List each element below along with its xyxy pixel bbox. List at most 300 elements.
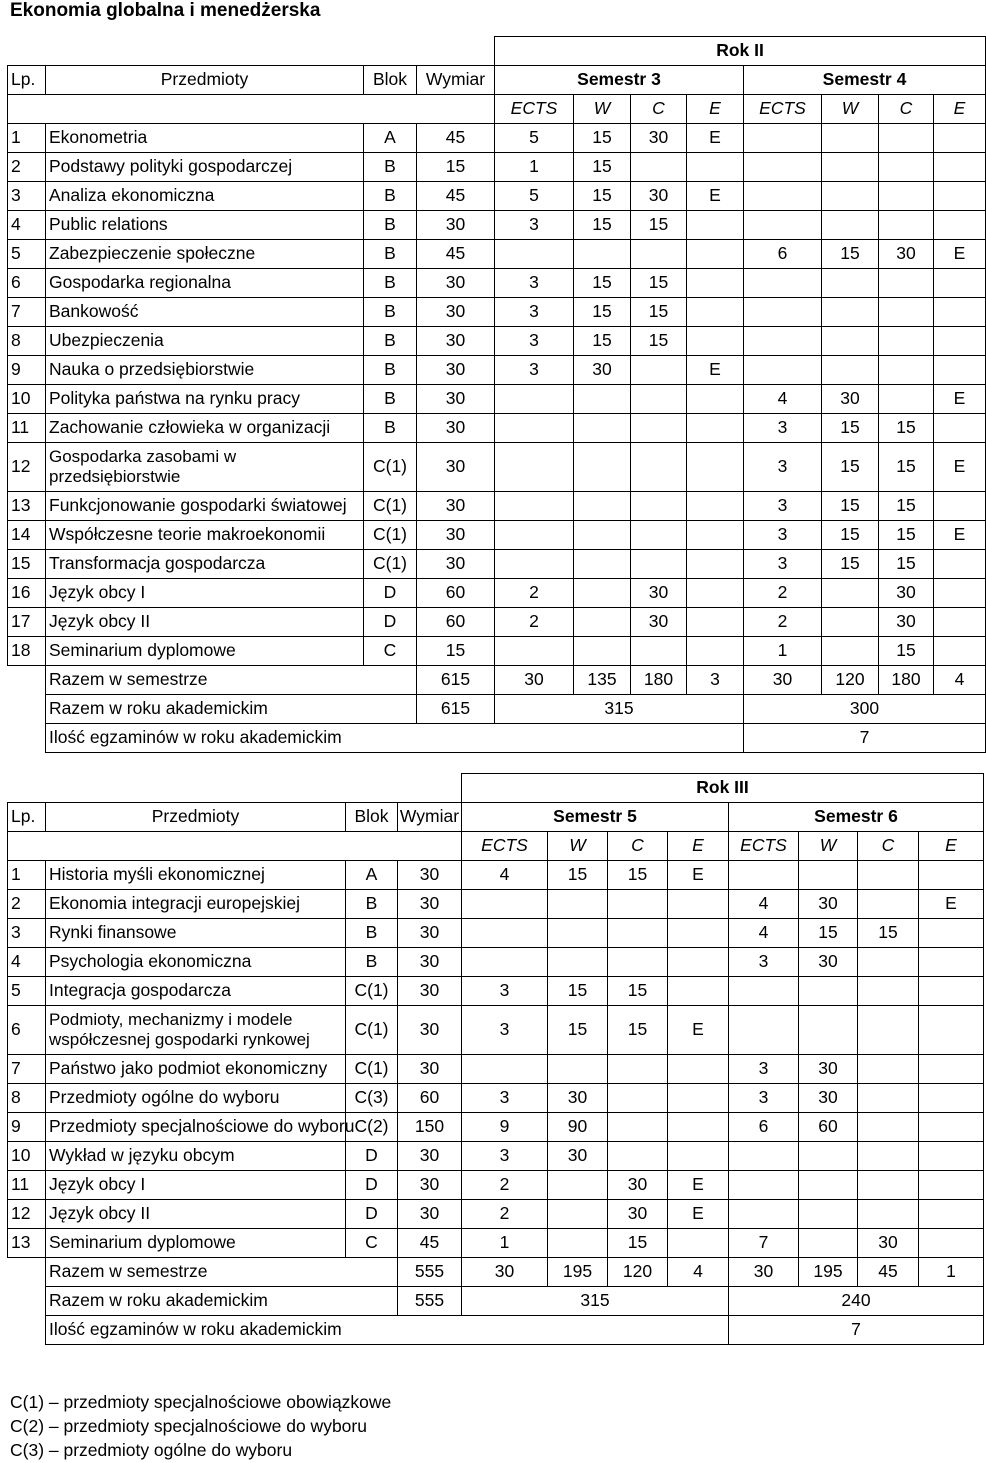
row-wymiar: 30	[398, 1200, 462, 1229]
row-value: 30	[879, 240, 934, 269]
row-value: 30	[631, 579, 687, 608]
row-lp: 15	[8, 550, 46, 579]
row-value	[822, 269, 879, 298]
summary-wymiar: 615	[417, 695, 495, 724]
row-lp: 14	[8, 521, 46, 550]
row-value	[631, 414, 687, 443]
row-subject: Język obcy II	[46, 1200, 346, 1229]
row-value	[574, 443, 631, 492]
row-value: E	[934, 443, 986, 492]
row-blok: C(1)	[346, 1006, 398, 1055]
row-value	[858, 977, 919, 1006]
row-value: E	[668, 1171, 729, 1200]
row-blok: D	[364, 608, 417, 637]
row-value	[729, 1006, 799, 1055]
row-lp: 16	[8, 579, 46, 608]
row-value	[919, 977, 984, 1006]
row-value	[919, 1055, 984, 1084]
table-row	[8, 182, 986, 211]
summary-value: 4	[668, 1258, 729, 1287]
row-value: 15	[822, 521, 879, 550]
row-value: 15	[608, 977, 668, 1006]
summary-value: 30	[744, 666, 822, 695]
row-blok: B	[364, 414, 417, 443]
row-value: 4	[744, 385, 822, 414]
row-subject: Państwo jako podmiot ekonomiczny	[46, 1055, 346, 1084]
year-heading: Rok II	[495, 37, 986, 66]
row-lp: 3	[8, 919, 46, 948]
row-value	[934, 492, 986, 521]
summary-wymiar: 555	[398, 1287, 462, 1316]
row-value	[822, 124, 879, 153]
row-value: 1	[495, 153, 574, 182]
summary-value: 135	[574, 666, 631, 695]
summary-value: 30	[729, 1258, 799, 1287]
row-value: 6	[729, 1113, 799, 1142]
row-subject: Seminarium dyplomowe	[46, 637, 364, 666]
row-blok: B	[364, 385, 417, 414]
row-value	[822, 327, 879, 356]
row-subject: Zachowanie człowieka w organizacji	[46, 414, 364, 443]
row-lp: 7	[8, 298, 46, 327]
header-przedmioty: Przedmioty	[46, 803, 346, 832]
row-value	[462, 890, 548, 919]
row-wymiar: 60	[417, 608, 495, 637]
row-value	[495, 240, 574, 269]
row-subject: Wykład w języku obcym	[46, 1142, 346, 1171]
summary-row-semester	[8, 666, 986, 695]
row-wymiar: 30	[417, 414, 495, 443]
row-value	[858, 1113, 919, 1142]
table-row	[8, 1084, 984, 1113]
row-value	[919, 919, 984, 948]
summary-row-semester	[8, 1258, 984, 1287]
table-row	[8, 443, 986, 492]
header-semester: Semestr 3	[495, 66, 744, 95]
row-subject: Seminarium dyplomowe	[46, 1229, 346, 1258]
row-value	[668, 1229, 729, 1258]
row-value	[668, 890, 729, 919]
row-subject: Funkcjonowanie gospodarki światowej	[46, 492, 364, 521]
row-wymiar: 30	[398, 919, 462, 948]
table-row	[8, 211, 986, 240]
table-row	[8, 861, 984, 890]
row-value	[799, 861, 858, 890]
table-row	[8, 890, 984, 919]
row-value	[799, 1171, 858, 1200]
row-subject: Ekonomia integracji europejskiej	[46, 890, 346, 919]
row-blok: C(1)	[364, 521, 417, 550]
row-lp: 12	[8, 1200, 46, 1229]
summary-value: 7	[729, 1316, 984, 1345]
row-value	[919, 1084, 984, 1113]
header-sub: ECTS	[744, 95, 822, 124]
row-value	[744, 269, 822, 298]
row-value	[858, 861, 919, 890]
table-row	[8, 298, 986, 327]
row-value: 3	[495, 211, 574, 240]
header-semester: Semestr 6	[729, 803, 984, 832]
header-sub: C	[879, 95, 934, 124]
row-lp: 7	[8, 1055, 46, 1084]
row-blok: C(1)	[346, 977, 398, 1006]
row-lp: 9	[8, 356, 46, 385]
header-semester: Semestr 4	[744, 66, 986, 95]
summary-value: 45	[858, 1258, 919, 1287]
summary-label: Razem w roku akademickim	[46, 1287, 398, 1316]
row-blok: C(2)	[346, 1113, 398, 1142]
table-row	[8, 637, 986, 666]
row-wymiar: 30	[417, 356, 495, 385]
row-value	[934, 153, 986, 182]
summary-value: 180	[879, 666, 934, 695]
row-value	[495, 521, 574, 550]
header-sub: W	[574, 95, 631, 124]
row-lp: 1	[8, 861, 46, 890]
row-wymiar: 30	[398, 861, 462, 890]
row-value	[548, 1229, 608, 1258]
row-blok: B	[364, 327, 417, 356]
row-lp: 8	[8, 1084, 46, 1113]
blank	[8, 695, 46, 724]
row-value: 30	[879, 608, 934, 637]
header-sub: ECTS	[462, 832, 548, 861]
header-blok: Blok	[346, 803, 398, 832]
row-value	[687, 211, 744, 240]
row-value: 30	[799, 948, 858, 977]
row-subject: Nauka o przedsiębiorstwie	[46, 356, 364, 385]
row-value: E	[687, 356, 744, 385]
row-wymiar: 30	[417, 521, 495, 550]
row-value	[879, 298, 934, 327]
row-value: 30	[608, 1171, 668, 1200]
row-subject: Gospodarka zasobami w przedsiębiorstwie	[46, 443, 364, 492]
row-wymiar: 30	[417, 298, 495, 327]
row-subject: Rynki finansowe	[46, 919, 346, 948]
row-value: 3	[462, 1084, 548, 1113]
row-value	[934, 182, 986, 211]
row-value: 15	[574, 298, 631, 327]
summary-label: Ilość egzaminów w roku akademickim	[46, 1316, 729, 1345]
row-value: 30	[858, 1229, 919, 1258]
row-value	[608, 1142, 668, 1171]
row-value	[919, 948, 984, 977]
blank	[8, 1316, 46, 1345]
row-value: 3	[729, 1084, 799, 1113]
row-value: 90	[548, 1113, 608, 1142]
row-value: 3	[729, 948, 799, 977]
row-value	[919, 1142, 984, 1171]
row-wymiar: 30	[417, 492, 495, 521]
row-subject: Public relations	[46, 211, 364, 240]
row-subject: Polityka państwa na rynku pracy	[46, 385, 364, 414]
row-value	[462, 1055, 548, 1084]
row-value	[668, 948, 729, 977]
header-sub: ECTS	[495, 95, 574, 124]
row-value	[934, 550, 986, 579]
row-lp: 10	[8, 385, 46, 414]
table-row	[8, 948, 984, 977]
row-value: 3	[495, 269, 574, 298]
row-value: 4	[729, 919, 799, 948]
row-blok: B	[346, 919, 398, 948]
row-value: 30	[631, 182, 687, 211]
table-row	[8, 1006, 984, 1055]
row-value: E	[668, 861, 729, 890]
row-value	[879, 182, 934, 211]
row-value	[744, 182, 822, 211]
row-subject: Zabezpieczenie społeczne	[46, 240, 364, 269]
header-sub: C	[608, 832, 668, 861]
table-row	[8, 414, 986, 443]
row-lp: 2	[8, 890, 46, 919]
row-value	[668, 1142, 729, 1171]
row-lp: 8	[8, 327, 46, 356]
row-value	[608, 1084, 668, 1113]
row-value: 15	[879, 414, 934, 443]
row-value	[548, 1055, 608, 1084]
row-value	[934, 579, 986, 608]
row-value	[687, 443, 744, 492]
row-value: E	[687, 182, 744, 211]
header-sub: E	[668, 832, 729, 861]
row-blok: B	[364, 182, 417, 211]
header-sub: E	[934, 95, 986, 124]
row-value	[744, 124, 822, 153]
row-value: 30	[799, 890, 858, 919]
row-blok: A	[364, 124, 417, 153]
row-value	[858, 1200, 919, 1229]
row-lp: 11	[8, 414, 46, 443]
row-value: 3	[495, 298, 574, 327]
row-value	[668, 919, 729, 948]
row-value	[822, 298, 879, 327]
row-value	[574, 492, 631, 521]
row-value	[919, 1113, 984, 1142]
summary-label: Razem w semestrze	[46, 1258, 398, 1287]
row-value: 9	[462, 1113, 548, 1142]
row-value	[934, 269, 986, 298]
row-value: 15	[574, 153, 631, 182]
row-wymiar: 30	[398, 948, 462, 977]
row-value	[687, 608, 744, 637]
row-value: 15	[574, 211, 631, 240]
row-value: 30	[822, 385, 879, 414]
summary-value: 315	[495, 695, 744, 724]
row-value	[934, 356, 986, 385]
row-value: 15	[879, 550, 934, 579]
table-row	[8, 327, 986, 356]
row-value	[631, 637, 687, 666]
row-value: 3	[744, 492, 822, 521]
row-value: 15	[879, 492, 934, 521]
row-lp: 1	[8, 124, 46, 153]
row-value	[495, 414, 574, 443]
row-value: 15	[631, 211, 687, 240]
row-value: 15	[879, 637, 934, 666]
row-value	[574, 550, 631, 579]
row-lp: 3	[8, 182, 46, 211]
row-value	[879, 385, 934, 414]
row-value: 15	[879, 521, 934, 550]
row-value	[729, 1171, 799, 1200]
summary-value: 240	[729, 1287, 984, 1316]
row-value: 15	[631, 298, 687, 327]
header-sub: C	[858, 832, 919, 861]
row-value: 15	[879, 443, 934, 492]
table-row	[8, 492, 986, 521]
row-value: 3	[462, 1142, 548, 1171]
header-wymiar: Wymiar	[417, 66, 495, 95]
row-value: E	[934, 521, 986, 550]
row-value	[879, 153, 934, 182]
row-blok: C	[346, 1229, 398, 1258]
row-value: 2	[744, 579, 822, 608]
table-row	[8, 1113, 984, 1142]
row-blok: B	[364, 356, 417, 385]
row-value	[879, 124, 934, 153]
row-value	[495, 443, 574, 492]
row-value: 15	[858, 919, 919, 948]
blank	[8, 666, 46, 695]
row-value	[744, 327, 822, 356]
row-subject: Ekonometria	[46, 124, 364, 153]
row-value	[574, 608, 631, 637]
row-value	[934, 608, 986, 637]
row-value	[879, 327, 934, 356]
row-value	[495, 385, 574, 414]
row-value	[687, 521, 744, 550]
row-value: 30	[631, 608, 687, 637]
row-value: 3	[744, 521, 822, 550]
row-value	[858, 890, 919, 919]
row-value	[799, 1006, 858, 1055]
row-value	[822, 153, 879, 182]
row-subject: Podstawy polityki gospodarczej	[46, 153, 364, 182]
row-value: 15	[548, 861, 608, 890]
row-value	[631, 550, 687, 579]
legend	[10, 1390, 391, 1462]
row-value	[799, 1200, 858, 1229]
row-wymiar: 45	[417, 182, 495, 211]
header-blank	[8, 832, 462, 861]
row-value: 6	[744, 240, 822, 269]
row-wymiar: 60	[417, 579, 495, 608]
header-blok: Blok	[364, 66, 417, 95]
summary-value: 30	[495, 666, 574, 695]
row-value	[934, 414, 986, 443]
row-value	[744, 211, 822, 240]
summary-value: 30	[462, 1258, 548, 1287]
blank	[8, 1287, 46, 1316]
row-wymiar: 30	[417, 327, 495, 356]
row-value	[495, 637, 574, 666]
row-lp: 2	[8, 153, 46, 182]
row-blok: B	[364, 240, 417, 269]
row-value	[729, 977, 799, 1006]
row-lp: 17	[8, 608, 46, 637]
row-value: 3	[729, 1055, 799, 1084]
row-subject: Integracja gospodarcza	[46, 977, 346, 1006]
row-value	[799, 977, 858, 1006]
row-value: 15	[631, 327, 687, 356]
row-blok: B	[364, 269, 417, 298]
row-wymiar: 30	[417, 211, 495, 240]
table-row	[8, 385, 986, 414]
row-value: 60	[799, 1113, 858, 1142]
row-value	[687, 269, 744, 298]
row-value: E	[934, 385, 986, 414]
row-blok: C(1)	[364, 492, 417, 521]
summary-row-year	[8, 1287, 984, 1316]
row-wymiar: 30	[398, 1055, 462, 1084]
row-value: 2	[744, 608, 822, 637]
row-value: 1	[744, 637, 822, 666]
row-value: 15	[799, 919, 858, 948]
row-value	[668, 977, 729, 1006]
summary-value: 180	[631, 666, 687, 695]
row-value: 3	[744, 414, 822, 443]
row-value	[631, 492, 687, 521]
table-row	[8, 1229, 984, 1258]
row-blok: B	[364, 211, 417, 240]
row-value	[822, 211, 879, 240]
row-subject: Psychologia ekonomiczna	[46, 948, 346, 977]
row-value	[608, 919, 668, 948]
row-value	[858, 948, 919, 977]
table-row	[8, 1171, 984, 1200]
row-subject: Gospodarka regionalna	[46, 269, 364, 298]
row-wymiar: 15	[417, 637, 495, 666]
summary-value: 7	[744, 724, 986, 753]
row-wymiar: 30	[398, 890, 462, 919]
table-row	[8, 521, 986, 550]
row-blok: D	[346, 1171, 398, 1200]
row-subject: Historia myśli ekonomicznej	[46, 861, 346, 890]
header-sub: W	[548, 832, 608, 861]
row-wymiar: 45	[398, 1229, 462, 1258]
header-sub: ECTS	[729, 832, 799, 861]
legend-item: C(3) – przedmioty ogólne do wyboru	[10, 1440, 293, 1460]
row-value	[608, 890, 668, 919]
row-value: 3	[495, 327, 574, 356]
row-value	[668, 1113, 729, 1142]
row-value: 5	[495, 182, 574, 211]
row-value: 15	[822, 240, 879, 269]
row-blok: B	[346, 948, 398, 977]
row-value	[631, 356, 687, 385]
summary-row-exams	[8, 1316, 984, 1345]
row-wymiar: 30	[417, 269, 495, 298]
header-blank	[8, 37, 495, 66]
row-value	[548, 890, 608, 919]
row-value: 30	[879, 579, 934, 608]
header-lp: Lp.	[8, 803, 46, 832]
row-value: E	[668, 1200, 729, 1229]
row-value: 15	[608, 861, 668, 890]
row-value	[574, 385, 631, 414]
row-value: 2	[495, 608, 574, 637]
legend-item: C(1) – przedmioty specjalnościowe obowiązkowe	[10, 1392, 392, 1412]
row-lp: 18	[8, 637, 46, 666]
row-value: E	[687, 124, 744, 153]
row-wymiar: 30	[417, 550, 495, 579]
row-value	[574, 240, 631, 269]
row-value: 15	[608, 1006, 668, 1055]
summary-value: 120	[822, 666, 879, 695]
row-value	[729, 1142, 799, 1171]
row-value: 30	[574, 356, 631, 385]
